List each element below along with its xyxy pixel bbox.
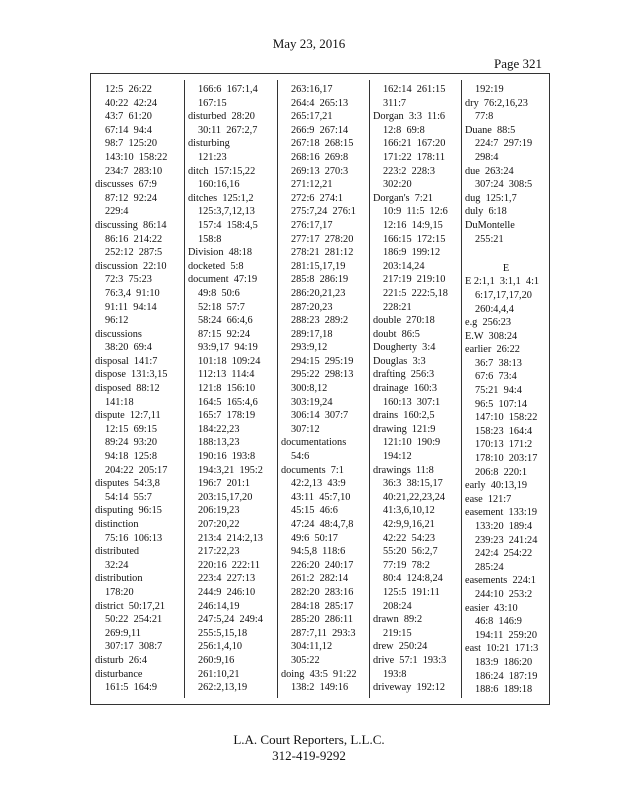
index-entry: discussing 86:14 (95, 219, 167, 231)
index-entry: disturbed 28:20 (188, 111, 255, 123)
index-subentry: 289:17,18 (291, 328, 333, 340)
section-letter: E (502, 262, 510, 274)
index-entry: disposal 141:7 (95, 355, 158, 367)
index-subentry: 246:14,19 (198, 600, 240, 612)
index-subentry: 293:9,12 (291, 342, 328, 354)
index-subentry: 265:17,21 (291, 111, 333, 123)
index-subentry: 223:2 228:3 (383, 165, 436, 177)
index-subentry: 196:7 201:1 (198, 478, 251, 490)
index-subentry: 294:15 295:19 (291, 355, 354, 367)
index-subentry: 147:10 158:22 (475, 412, 538, 424)
index-subentry: 261:10,21 (198, 668, 240, 680)
index-subentry: 94:18 125:8 (105, 451, 158, 463)
index-subentry: 204:22 205:17 (105, 464, 168, 476)
index-subentry: 76:3,4 91:10 (105, 287, 160, 299)
index-subentry: 86:16 214:22 (105, 233, 163, 245)
index-subentry: 255:21 (475, 233, 504, 245)
index-subentry: 162:14 261:15 (383, 84, 446, 95)
index-entry: Duane 88:5 (465, 124, 516, 136)
index-entry: documentations (281, 437, 347, 449)
index-entry: dry 76:2,16,23 (465, 97, 528, 109)
index-entry: E 2:1,1 3:1,1 4:1 (465, 276, 540, 288)
index-entry: disputing 96:15 (95, 505, 162, 517)
index-entry: discusses 67:9 (95, 179, 157, 191)
index-subentry: 303:19,24 (291, 396, 333, 408)
index-entry: documents 7:1 (281, 464, 344, 476)
index-column-4 (369, 83, 461, 700)
index-entry: discussions (95, 328, 142, 340)
index-entry: discussion 22:10 (95, 260, 167, 272)
index-entry: document 47:19 (188, 274, 258, 286)
index-subentry: 12:15 69:15 (105, 423, 158, 435)
index-subentry: 72:3 75:23 (105, 274, 152, 286)
index-subentry: 221:5 222:5,18 (383, 287, 448, 299)
index-subentry: 93:9,17 94:19 (198, 342, 258, 354)
index-entry: ease 121:7 (465, 493, 512, 505)
index-subentry: 133:20 189:4 (475, 521, 533, 532)
index-subentry: 178:10 203:17 (475, 453, 538, 465)
index-subentry: 184:22,23 (198, 423, 240, 435)
index-subentry: 188:13,23 (198, 437, 240, 449)
index-subentry: 282:20 283:16 (291, 586, 354, 598)
index-entry: ditch 157:15,22 (188, 165, 256, 177)
index-subentry: 40:21,22,23,24 (383, 491, 446, 503)
index-subentry: 307:24 308:5 (475, 179, 533, 191)
index-subentry: 226:20 240:17 (291, 559, 354, 571)
index-entry: drive 57:1 193:3 (373, 654, 447, 666)
index-entry: drew 250:24 (373, 641, 428, 653)
index-subentry: 208:24 (383, 600, 412, 612)
index-entry: docketed 5:8 (188, 260, 244, 272)
index-subentry: 75:16 106:13 (105, 532, 163, 544)
index-subentry: 305:22 (291, 654, 320, 666)
index-entry: easements 224:1 (465, 575, 536, 587)
index-subentry: 277:17 278:20 (291, 233, 354, 245)
index-subentry: 213:4 214:2,13 (198, 532, 263, 544)
index-subentry: 285:8 286:19 (291, 274, 349, 286)
index-subentry: 75:21 94:4 (475, 385, 522, 397)
page-number: Page 321 (494, 56, 543, 71)
index-subentry: 52:18 57:7 (198, 301, 245, 313)
index-entry: ditches 125:1,2 (188, 192, 254, 204)
index-subentry: 87:15 92:24 (198, 328, 251, 340)
index-subentry: 12:16 14:9,15 (383, 219, 443, 231)
index-subentry: 269:9,11 (105, 627, 141, 639)
index-subentry: 271:12,21 (291, 179, 333, 191)
index-subentry: 262:2,13,19 (198, 682, 248, 694)
index-subentry: 260:4,4,4 (475, 303, 514, 315)
index-subentry: 141:18 (105, 396, 134, 408)
index-subentry: 125:5 191:11 (383, 586, 440, 598)
index-entry: earlier 26:22 (465, 344, 520, 356)
index-subentry: 138:2 149:16 (291, 682, 349, 694)
index-subentry: 49:6 50:17 (291, 532, 338, 544)
index-subentry: 47:24 48:4,7,8 (291, 519, 354, 530)
blank-line (461, 246, 551, 260)
index-subentry: 194:11 259:20 (475, 629, 537, 641)
index-subentry: 285:24 (475, 561, 504, 573)
index-entry: E.W 308:24 (465, 330, 518, 342)
index-subentry: 288:23 289:2 (291, 315, 349, 327)
index-subentry: 42:9,9,16,21 (383, 519, 435, 530)
index-subentry: 54:6 (291, 451, 310, 463)
index-entry: distinction (95, 519, 139, 530)
index-subentry: 55:20 56:2,7 (383, 546, 438, 558)
index-subentry: 264:4 265:13 (291, 97, 349, 109)
index-subentry: 171:22 178:11 (383, 151, 445, 163)
index-entry: drainage 160:3 (373, 383, 438, 395)
index-subentry: 194:3,21 195:2 (198, 464, 263, 476)
index-subentry: 217:22,23 (198, 546, 240, 558)
index-subentry: 220:16 222:11 (198, 559, 260, 571)
index-subentry: 194:12 (383, 451, 412, 463)
index-subentry: 275:7,24 276:1 (291, 206, 356, 218)
index-subentry: 121:23 (198, 151, 227, 163)
index-subentry: 285:20 286:11 (291, 614, 353, 626)
index-subentry: 261:2 282:14 (291, 573, 349, 585)
index-entry: disturb 26:4 (95, 654, 148, 666)
index-subentry: 298:4 (475, 151, 499, 163)
index-table (90, 73, 550, 705)
index-entry: Division 48:18 (188, 247, 253, 259)
index-subentry: 239:23 241:24 (475, 534, 538, 546)
index-subentry: 203:14,24 (383, 260, 425, 272)
index-subentry: 260:9,16 (198, 654, 235, 666)
index-subentry: 247:5,24 249:4 (198, 614, 263, 626)
index-entry: double 270:18 (373, 315, 435, 327)
index-subentry: 307:17 308:7 (105, 641, 163, 653)
index-entry: dug 125:1,7 (465, 192, 517, 204)
index-subentry: 54:14 55:7 (105, 491, 152, 503)
index-subentry: 91:11 94:14 (105, 301, 157, 313)
index-subentry: 170:13 171:2 (475, 439, 533, 451)
index-subentry: 302:20 (383, 179, 412, 191)
index-column-3 (277, 83, 369, 700)
index-subentry: 80:4 124:8,24 (383, 573, 443, 585)
index-subentry: 244:9 246:10 (198, 586, 256, 598)
index-subentry: 167:15 (198, 97, 227, 109)
index-subentry: 252:12 287:5 (105, 247, 163, 259)
index-subentry: 190:16 193:8 (198, 451, 256, 463)
index-entry: drawing 121:9 (373, 423, 436, 435)
index-subentry: 101:18 109:24 (198, 355, 261, 367)
index-entry: Dorgan's 7:21 (373, 192, 434, 204)
index-subentry: 157:4 158:4,5 (198, 219, 258, 231)
index-subentry: 36:7 38:13 (475, 357, 522, 369)
index-entry: dispose 131:3,15 (95, 369, 168, 381)
index-entry: distributed (95, 546, 140, 558)
index-entry: Douglas 3:3 (373, 355, 426, 367)
page-date: May 23, 2016 (272, 36, 346, 51)
index-subentry: 229:4 (105, 206, 129, 218)
index-entry: disputes 54:3,8 (95, 478, 160, 490)
index-subentry: 94:5,8 118:6 (291, 546, 346, 558)
index-entry: doing 43:5 91:22 (281, 668, 357, 680)
index-entry: drawn 89:2 (373, 614, 423, 626)
index-subentry: 121:10 190:9 (383, 437, 441, 449)
index-subentry: 77:8 (475, 111, 494, 123)
index-entry: dispute 12:7,11 (95, 410, 161, 422)
index-subentry: 307:12 (291, 423, 320, 435)
index-subentry: 304:11,12 (291, 641, 333, 653)
index-entry: DuMontelle (465, 219, 515, 231)
index-subentry: 125:3,7,12,13 (198, 206, 255, 218)
index-subentry: 287:20,23 (291, 301, 333, 313)
index-subentry: 186:9 199:12 (383, 247, 441, 259)
index-entry: district 50:17,21 (95, 600, 166, 612)
index-subentry: 266:9 267:14 (291, 124, 349, 136)
index-subentry: 40:22 42:24 (105, 97, 158, 109)
index-subentry: 219:15 (383, 627, 412, 639)
index-subentry: 267:18 268:15 (291, 138, 354, 150)
index-subentry: 77:19 78:2 (383, 559, 430, 571)
index-subentry: 166:15 172:15 (383, 233, 446, 245)
index-entry: early 40:13,19 (465, 480, 528, 492)
index-entry: disturbance (95, 668, 143, 680)
index-subentry: 43:11 45:7,10 (291, 491, 351, 503)
index-subentry: 42:2,13 43:9 (291, 478, 346, 490)
index-subentry: 242:4 254:22 (475, 548, 533, 560)
index-subentry: 206:8 220:1 (475, 466, 528, 478)
index-subentry: 6:17,17,17,20 (475, 289, 532, 301)
index-subentry: 42:22 54:23 (383, 532, 436, 544)
index-subentry: 41:3,6,10,12 (383, 505, 435, 517)
index-subentry: 143:10 158:22 (105, 151, 168, 163)
index-subentry: 96:5 107:14 (475, 398, 528, 410)
index-entry: duly 6:18 (465, 206, 507, 218)
index-subentry: 46:8 146:9 (475, 616, 522, 628)
index-subentry: 217:19 219:10 (383, 274, 446, 286)
index-subentry: 269:13 270:3 (291, 165, 349, 177)
index-subentry: 207:20,22 (198, 519, 240, 530)
index-subentry: 160:13 307:1 (383, 396, 441, 408)
index-subentry: 43:7 61:20 (105, 111, 152, 123)
index-subentry: 158:23 164:4 (475, 425, 533, 437)
index-subentry: 166:21 167:20 (383, 138, 446, 150)
index-subentry: 49:8 50:6 (198, 287, 240, 299)
index-subentry: 166:6 167:1,4 (198, 84, 258, 95)
index-subentry: 192:19 (475, 84, 504, 95)
index-column-5 (461, 83, 551, 700)
index-subentry: 287:7,11 293:3 (291, 627, 356, 639)
index-subentry: 311:7 (383, 97, 407, 109)
index-subentry: 295:22 298:13 (291, 369, 354, 381)
index-entry: easier 43:10 (465, 602, 518, 614)
index-entry: drafting 256:3 (373, 369, 435, 381)
index-subentry: 286:20,21,23 (291, 287, 346, 299)
index-subentry: 87:12 92:24 (105, 192, 158, 204)
index-subentry: 244:10 253:2 (475, 588, 533, 600)
index-subentry: 268:16 269:8 (291, 151, 349, 163)
index-subentry: 224:7 297:19 (475, 138, 533, 150)
index-subentry: 50:22 254:21 (105, 614, 163, 626)
index-subentry: 263:16,17 (291, 84, 333, 95)
index-subentry: 284:18 285:17 (291, 600, 354, 612)
index-subentry: 45:15 46:6 (291, 505, 338, 517)
index-subentry: 160:16,16 (198, 179, 240, 191)
index-subentry: 223:4 227:13 (198, 573, 256, 585)
index-subentry: 98:7 125:20 (105, 138, 158, 150)
index-subentry: 32:24 (105, 559, 129, 571)
index-subentry: 164:5 165:4,6 (198, 396, 258, 408)
index-entry: Dorgan 3:3 11:6 (373, 111, 446, 123)
index-subentry: 58:24 66:4,6 (198, 315, 253, 327)
index-subentry: 228:21 (383, 301, 412, 313)
index-entry: distribution (95, 573, 143, 585)
index-subentry: 255:5,15,18 (198, 627, 248, 639)
index-subentry: 158:8 (198, 233, 222, 245)
index-subentry: 281:15,17,19 (291, 260, 346, 272)
index-subentry: 256:1,4,10 (198, 641, 243, 653)
index-subentry: 67:14 94:4 (105, 124, 152, 136)
index-subentry: 203:15,17,20 (198, 491, 253, 503)
index-entry: east 10:21 171:3 (465, 643, 539, 655)
index-entry: drawings 11:8 (373, 464, 434, 476)
index-subentry: 12:8 69:8 (383, 124, 425, 136)
index-subentry: 278:21 281:12 (291, 247, 354, 259)
index-subentry: 188:6 189:18 (475, 684, 533, 696)
index-subentry: 186:24 187:19 (475, 670, 538, 682)
index-subentry: 89:24 93:20 (105, 437, 158, 449)
index-subentry: 306:14 307:7 (291, 410, 349, 422)
index-subentry: 121:8 156:10 (198, 383, 256, 395)
index-entry: due 263:24 (465, 165, 514, 177)
index-subentry: 10:9 11:5 12:6 (383, 206, 448, 218)
index-column-2 (184, 83, 277, 700)
footer-firm: L.A. Court Reporters, L.L.C. (233, 732, 385, 747)
index-subentry: 272:6 274:1 (291, 192, 344, 204)
index-subentry: 206:19,23 (198, 505, 240, 517)
index-entry: driveway 192:12 (373, 682, 446, 694)
index-subentry: 67:6 73:4 (475, 371, 517, 383)
index-subentry: 165:7 178:19 (198, 410, 256, 422)
index-subentry: 183:9 186:20 (475, 656, 533, 668)
index-subentry: 193:8 (383, 668, 407, 680)
index-entry: disturbing (188, 138, 230, 150)
index-entry: e.g 256:23 (465, 317, 512, 329)
index-subentry: 276:17,17 (291, 219, 333, 231)
index-subentry: 234:7 283:10 (105, 165, 163, 177)
footer-phone: 312-419-9292 (272, 748, 346, 763)
index-subentry: 178:20 (105, 586, 134, 598)
index-subentry: 36:3 38:15,17 (383, 478, 443, 490)
index-entry: doubt 86:5 (373, 328, 420, 340)
index-entry: drains 160:2,5 (373, 410, 435, 422)
index-subentry: 112:13 114:4 (198, 369, 255, 381)
index-entry: easement 133:19 (465, 507, 538, 519)
index-subentry: 161:5 164:9 (105, 682, 158, 694)
index-subentry: 38:20 69:4 (105, 342, 152, 354)
index-entry: Dougherty 3:4 (373, 342, 436, 354)
index-entry: disposed 88:12 (95, 383, 160, 395)
index-column-1 (91, 83, 184, 700)
index-subentry: 96:12 (105, 315, 129, 327)
index-subentry: 30:11 267:2,7 (198, 124, 258, 136)
index-subentry: 300:8,12 (291, 383, 328, 395)
index-subentry: 12:5 26:22 (105, 84, 152, 95)
